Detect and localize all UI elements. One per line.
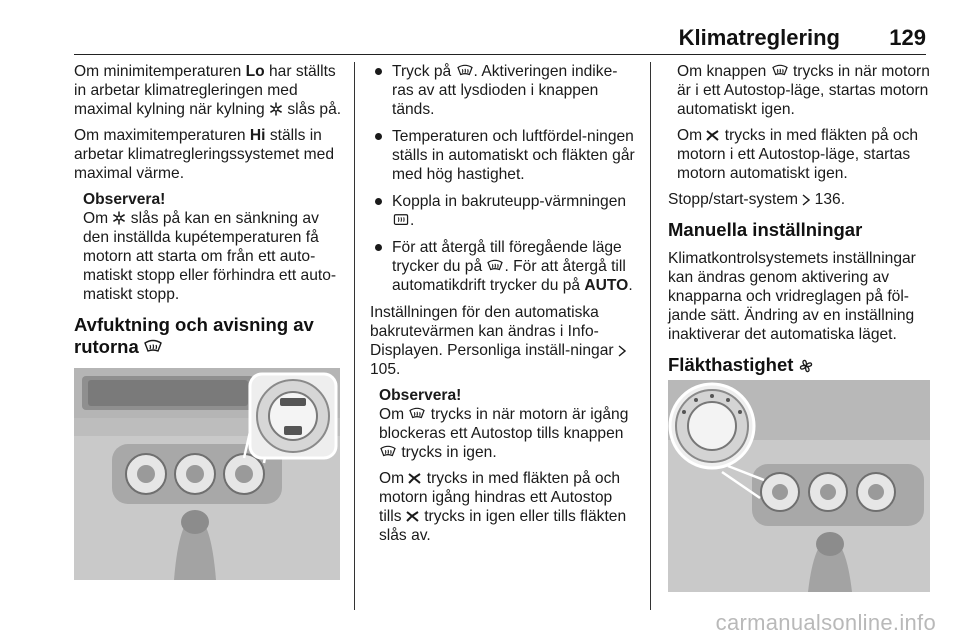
paragraph: Klimatkontrolsystemets inställningar kan ändras genom aktivering av knapparna och vridreglagen på föl-jande sätt. Ändring av en inställning inaktiverar det automatiska läget.: [668, 250, 916, 343]
paragraph: Stopp/start-system 136.: [668, 191, 846, 208]
snowflake-icon: [112, 211, 126, 225]
column-2: [370, 62, 636, 552]
list-item: För att återgå till föregående läge trycker du på . För att återgå till automatikdrift trycker du på AUTO.: [370, 238, 636, 295]
page-reference-arrow-icon: [802, 194, 810, 206]
section-heading: Manuella inställningar: [668, 219, 863, 240]
paragraph: Om maximitemperaturen Hi ställs in arbetar klimatregleringssystemet med maximal värme.: [74, 127, 334, 182]
page-header: [74, 0, 926, 55]
list-item: Koppla in bakruteupp-värmningen .: [370, 192, 636, 230]
note-text: Om trycks in med fläkten på och motorn igång hindras ett Autostop tills trycks in igen eller tills fläkten slås av.: [379, 470, 627, 544]
column-divider: [354, 62, 355, 610]
windscreen-defrost-icon: [379, 445, 397, 459]
snowflake-icon: [269, 102, 283, 116]
column-3: [668, 62, 930, 384]
windscreen-defrost-icon: [486, 259, 504, 273]
column-divider: [650, 62, 651, 610]
note-text: Om slås på kan en sänkning av den inställda kupétemperaturen få motorn att starta om från ett auto-matiskt stopp eller förhindra ett auto-matiskt stopp.: [83, 210, 337, 303]
note-title: Observera!: [379, 387, 462, 404]
page-number: 129: [889, 25, 926, 50]
climate-panel-illustration: [74, 368, 340, 580]
fan-control-illustration: [668, 380, 930, 592]
fan-off-icon: [406, 510, 420, 523]
column-1: [74, 62, 344, 366]
section-heading: Avfuktning och avisning av rutorna: [74, 314, 314, 357]
paragraph: Inställningen för den automatiska bakrutevärmen kan ändras i Info-Displayen. Personliga inställ-ningar 105.: [370, 303, 636, 379]
section-heading: Fläkthastighet: [668, 354, 930, 376]
paragraph: Om knappen trycks in när motorn är i ett Autostop-läge, startas motorn automatiskt igen.: [677, 63, 930, 118]
watermark: carmanualsonline.info: [715, 610, 936, 635]
windscreen-defrost-icon: [771, 64, 789, 78]
fan-off-icon: [706, 129, 720, 142]
windscreen-defrost-icon: [456, 64, 474, 78]
note-title: Observera!: [83, 191, 166, 208]
page-reference-arrow-icon: [618, 345, 626, 357]
windscreen-defrost-icon: [408, 407, 426, 421]
windscreen-defrost-icon: [144, 339, 162, 355]
bullet-list: [370, 62, 636, 295]
note-box: [370, 386, 636, 545]
note-text: Om trycks in när motorn är igång blockeras ett Autostop tills knappen trycks in igen.: [379, 406, 629, 461]
fan-off-icon: [408, 472, 422, 485]
list-item: Temperaturen och luftfördel-ningen ställs in automatiskt och fläkten går med hög hastighet.: [370, 127, 636, 184]
fan-icon: [799, 359, 813, 373]
page-title: Klimatreglering: [678, 25, 840, 50]
indented-block: [668, 62, 930, 183]
paragraph: Om minimitemperaturen Lo har ställts in arbetar klimatregleringen med maximal kylning när kylning slås på.: [74, 63, 342, 118]
rear-window-heating-icon: [392, 213, 410, 227]
paragraph: Om trycks in med fläkten på och motorn i ett Autostop-läge, startas motorn automatiskt igen.: [677, 127, 919, 182]
list-item: Tryck på . Aktiveringen indike-ras av att lysdioden i knappen tänds.: [370, 62, 636, 119]
note-box: [74, 190, 344, 304]
